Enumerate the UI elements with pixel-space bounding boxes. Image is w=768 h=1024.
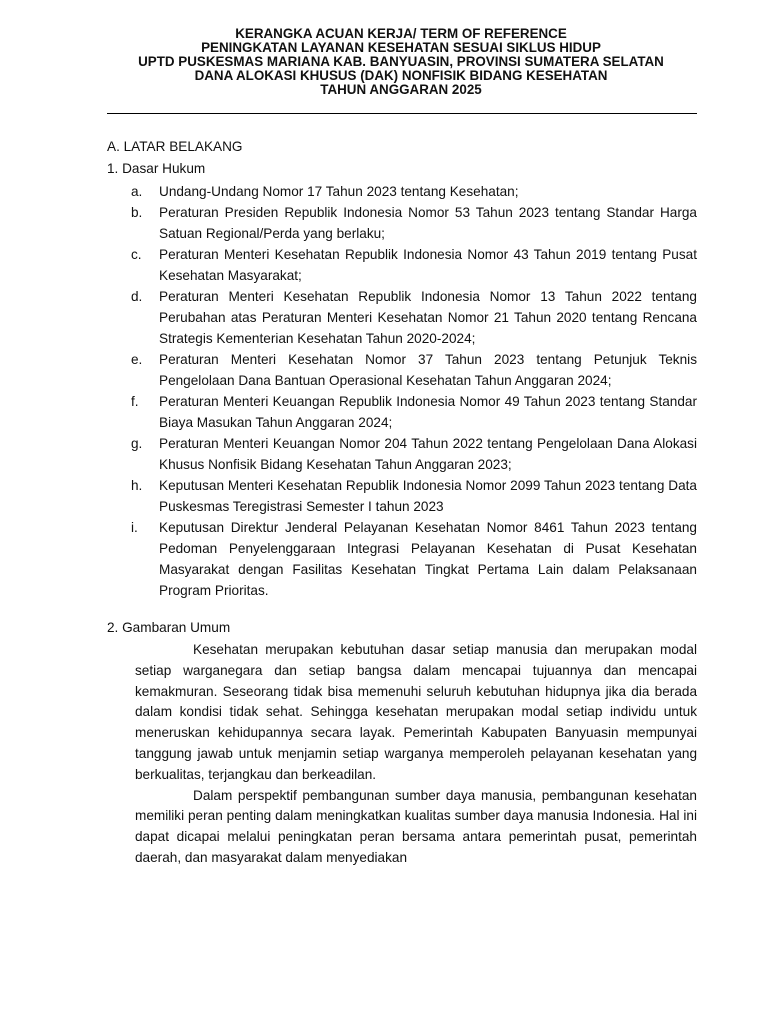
header-line-institution: UPTD PUSKESMAS MARIANA KAB. BANYUASIN, PROVINSI SUMATERA SELATAN bbox=[138, 54, 664, 69]
list-item-label: h. bbox=[131, 478, 143, 493]
list-item bbox=[107, 391, 697, 433]
list-item-text: Peraturan Menteri Kesehatan Republik Indonesia Nomor 43 Tahun 2019 tentang Pusat Kesehatan Masyarakat; bbox=[159, 247, 697, 283]
list-item-label: b. bbox=[131, 205, 143, 220]
list-item-label: d. bbox=[131, 289, 143, 304]
list-item bbox=[107, 286, 697, 349]
list-item-text: Keputusan Menteri Kesehatan Republik Indonesia Nomor 2099 Tahun 2023 tentang Data Puskesmas Teregistrasi Semester I tahun 2023 bbox=[159, 478, 697, 514]
list-item-text: Peraturan Menteri Keuangan Republik Indonesia Nomor 49 Tahun 2023 tentang Standar Biaya Masukan Tahun Anggaran 2024; bbox=[159, 394, 697, 430]
list-item-label: e. bbox=[131, 352, 143, 367]
list-item-text: Undang-Undang Nomor 17 Tahun 2023 tentang Kesehatan; bbox=[159, 184, 519, 199]
list-item-text: Keputusan Direktur Jenderal Pelayanan Kesehatan Nomor 8461 Tahun 2023 tentang Pedoman Penyelenggaraan Integrasi Pelayanan Kesehatan di Pusat Kesehatan Masyarakat dengan Fasilitas Kesehatan Tingkat Pertama Lain dalam Pelaksanaan Program Prioritas. bbox=[159, 520, 697, 598]
list-item-text: Peraturan Presiden Republik Indonesia Nomor 53 Tahun 2023 tentang Standar Harga Satuan Regional/Perda yang berlaku; bbox=[159, 205, 697, 241]
header-line-year: TAHUN ANGGARAN 2025 bbox=[320, 82, 482, 97]
list-item-label: a. bbox=[131, 184, 143, 199]
list-item bbox=[107, 244, 697, 286]
list-item bbox=[107, 349, 697, 391]
legal-basis-list bbox=[107, 181, 697, 601]
list-item-text: Peraturan Menteri Kesehatan Nomor 37 Tahun 2023 tentang Petunjuk Teknis Pengelolaan Dana Bantuan Operasional Kesehatan Tahun Anggaran 2024; bbox=[159, 352, 697, 388]
subsection-heading-gambaran-umum: 2. Gambaran Umum bbox=[107, 620, 231, 635]
list-item bbox=[107, 433, 697, 475]
list-item-text: Peraturan Menteri Kesehatan Republik Indonesia Nomor 13 Tahun 2022 tentang Perubahan atas Peraturan Menteri Kesehatan Nomor 21 Tahun 2020 tentang Rencana Strategis Kementerian Kesehatan Tahun 2020-2024; bbox=[159, 289, 697, 346]
document-header bbox=[105, 27, 697, 97]
list-item bbox=[107, 517, 697, 601]
body-paragraph: Kesehatan merupakan kebutuhan dasar setiap manusia dan merupakan modal setiap warganegara dan setiap bangsa dalam mencapai tujuannya dan mencapai kemakmuran. Seseorang tidak bisa memenuhi seluruh kebutuhan hidupnya jika dia berada dalam kondisi tidak sehat. Sehingga kesehatan merupakan modal setiap individu untuk meneruskan kehidupannya secara layak. Pemerintah Kabupaten Banyuasin mempunyai tanggung jawab untuk menjamin setiap warganya memperoleh pelayanan kesehatan yang berkualitas, terjangkau dan berkeadilan. bbox=[135, 642, 697, 782]
list-item bbox=[107, 181, 697, 202]
header-divider bbox=[107, 113, 697, 114]
section-heading-latar-belakang: A. LATAR BELAKANG bbox=[107, 139, 243, 154]
list-item bbox=[107, 475, 697, 517]
list-item-label: g. bbox=[131, 436, 143, 451]
list-item-label: f. bbox=[131, 394, 139, 409]
subsection-heading-dasar-hukum: 1. Dasar Hukum bbox=[107, 161, 206, 176]
list-item-label: c. bbox=[131, 247, 142, 262]
header-line-program: PENINGKATAN LAYANAN KESEHATAN SESUAI SIKLUS HIDUP bbox=[201, 40, 601, 55]
list-item-label: i. bbox=[131, 520, 138, 535]
document-body bbox=[107, 138, 697, 869]
header-line-funding: DANA ALOKASI KHUSUS (DAK) NONFISIK BIDANG KESEHATAN bbox=[194, 68, 608, 83]
header-line-title: KERANGKA ACUAN KERJA/ TERM OF REFERENCE bbox=[235, 26, 567, 41]
body-paragraph: Dalam perspektif pembangunan sumber daya manusia, pembangunan kesehatan memiliki peran penting dalam meningkatkan kualitas sumber daya manusia Indonesia. Hal ini dapat dicapai melalui peningkatan peran bersama antara pemerintah pusat, pemerintah daerah, dan masyarakat dalam menyediakan bbox=[135, 787, 697, 865]
list-item bbox=[107, 202, 697, 244]
list-item-text: Peraturan Menteri Keuangan Nomor 204 Tahun 2022 tentang Pengelolaan Dana Alokasi Khusus Nonfisik Bidang Kesehatan Tahun Anggaran 2023; bbox=[159, 436, 697, 472]
